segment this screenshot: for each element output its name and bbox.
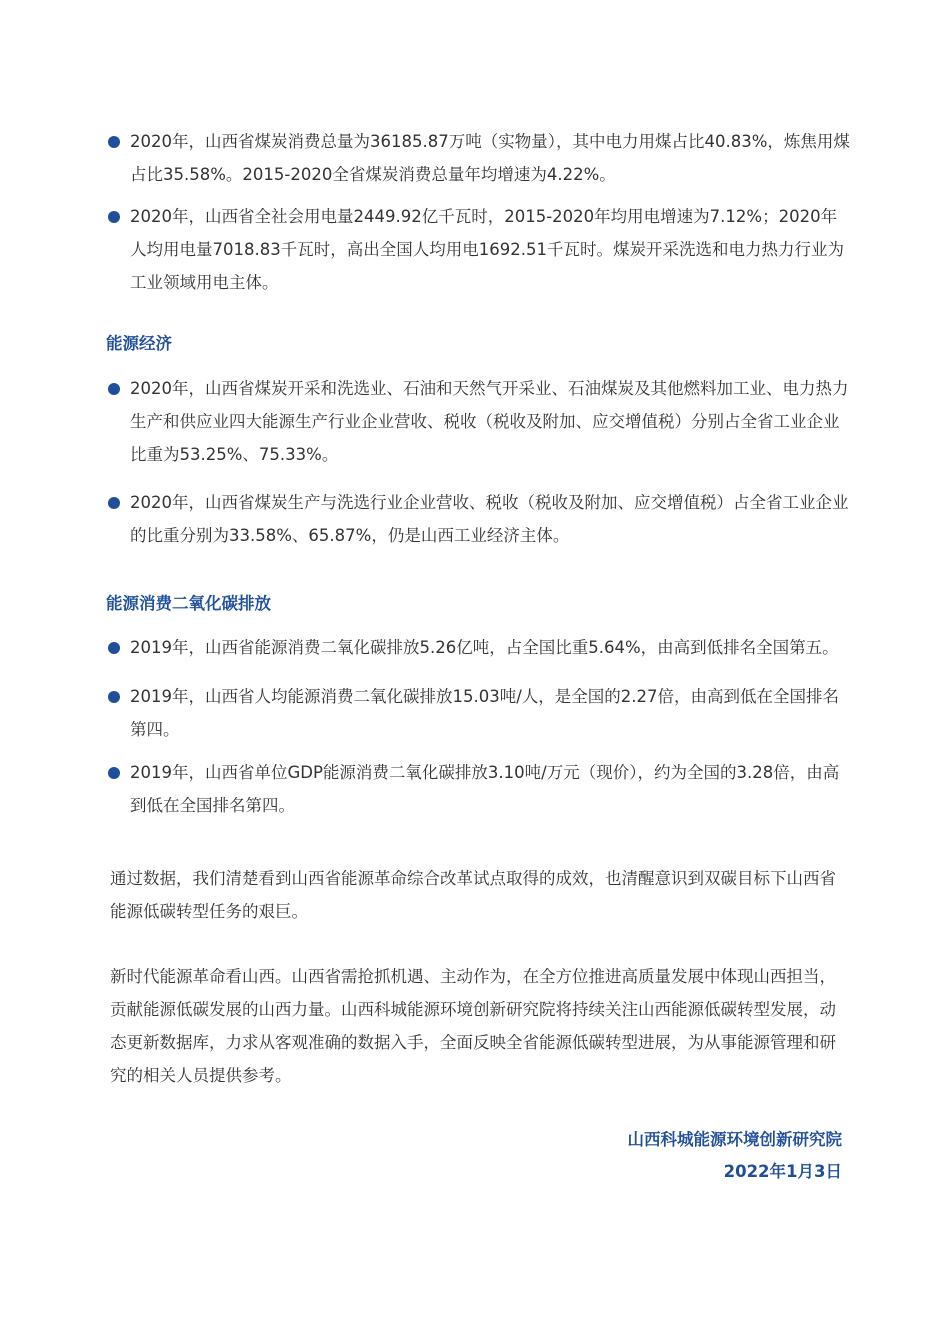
bullet-dot-icon bbox=[108, 642, 120, 654]
closing-paragraph: 通过数据，我们清楚看到山西省能源革命综合改革试点取得的成效，也清醒意识到双碳目标下山西省能源低碳转型任务的艰巨。 bbox=[110, 869, 836, 921]
closing-paragraph: 新时代能源革命看山西。山西省需抢抓机遇、主动作为，在全方位推进高质量发展中体现山西担当，贡献能源低碳发展的山西力量。山西科城能源环境创新研究院将持续关注山西能源低碳转型发展，动态更新数据库，力求从客观准确的数据入手，全面反映全省能源低碳转型进展，为从事能源管理和研究的相关人员提供参考。 bbox=[110, 967, 836, 1085]
bullet-item bbox=[108, 372, 850, 471]
bullet-dot-icon bbox=[108, 691, 120, 703]
bullet-dot-icon bbox=[108, 136, 120, 148]
bullet-text: 2020年，山西省全社会用电量2449.92亿千瓦时，2015-2020年均用电增速为7.12%；2020年人均用电量7018.83千瓦时，高出全国人均用电1692.51千瓦时。煤炭开采洗选和电力热力行业为工业领域用电主体。 bbox=[130, 207, 844, 292]
bullet-item bbox=[108, 680, 850, 746]
bullet-item bbox=[108, 486, 850, 552]
signature-date: 2022年1月3日 bbox=[723, 1162, 842, 1181]
bullet-dot-icon bbox=[108, 211, 120, 223]
bullet-item bbox=[108, 756, 850, 822]
bullet-text: 2020年，山西省煤炭开采和洗选业、石油和天然气开采业、石油煤炭及其他燃料加工业、电力热力生产和供应业四大能源生产行业企业营收、税收（税收及附加、应交增值税）分别占全省工业企业比重为53.25%、75.33%。 bbox=[130, 379, 849, 464]
bullet-text: 2020年，山西省煤炭消费总量为36185.87万吨（实物量），其中电力用煤占比40.83%，炼焦用煤占比35.58%。2015-2020全省煤炭消费总量年均增速为4.22%。 bbox=[130, 132, 850, 184]
bullet-dot-icon bbox=[108, 767, 120, 779]
bullet-dot-icon bbox=[108, 383, 120, 395]
bullet-item bbox=[108, 631, 850, 664]
bullet-text: 2019年，山西省人均能源消费二氧化碳排放15.03吨/人，是全国的2.27倍，由高到低在全国排名第四。 bbox=[130, 687, 840, 739]
bullet-text: 2019年，山西省单位GDP能源消费二氧化碳排放3.10吨/万元（现价），约为全国的3.28倍，由高到低在全国排名第四。 bbox=[130, 763, 840, 815]
bullet-item bbox=[108, 200, 850, 299]
bullet-text: 2020年，山西省煤炭生产与洗选行业企业营收、税收（税收及附加、应交增值税）占全省工业企业的比重分别为33.58%、65.87%，仍是山西工业经济主体。 bbox=[130, 493, 849, 545]
signature-org: 山西科城能源环境创新研究院 bbox=[627, 1130, 842, 1149]
section-heading-co2-emissions: 能源消费二氧化碳排放 bbox=[106, 594, 271, 613]
bullet-text: 2019年，山西省能源消费二氧化碳排放5.26亿吨，占全国比重5.64%，由高到低排名全国第五。 bbox=[130, 638, 839, 657]
section-heading-energy-economy: 能源经济 bbox=[106, 334, 172, 353]
bullet-dot-icon bbox=[108, 497, 120, 509]
bullet-item bbox=[108, 125, 850, 191]
